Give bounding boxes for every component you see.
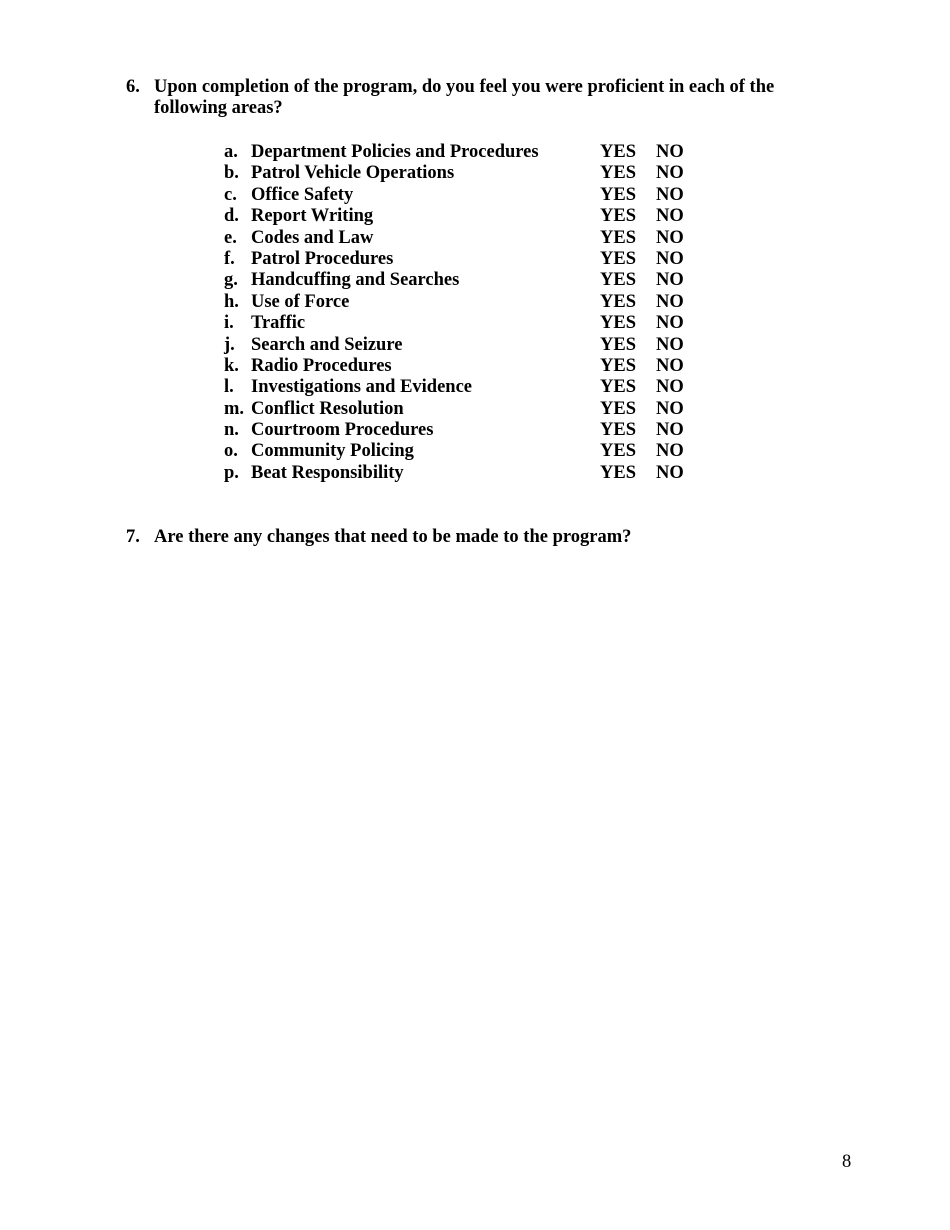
item-label: Radio Procedures bbox=[251, 355, 392, 376]
no-option[interactable]: NO bbox=[656, 227, 684, 248]
question-6-text: Upon completion of the program, do you feel you were proficient in each of the following areas? bbox=[154, 77, 775, 118]
yes-option[interactable]: YES bbox=[600, 420, 636, 441]
yes-option[interactable]: YES bbox=[600, 270, 636, 291]
list-item bbox=[224, 249, 704, 270]
item-label: Use of Force bbox=[251, 291, 350, 312]
no-option[interactable]: NO bbox=[656, 291, 684, 312]
no-option[interactable]: NO bbox=[656, 334, 684, 355]
no-option[interactable]: NO bbox=[656, 184, 684, 205]
yes-option[interactable]: YES bbox=[600, 313, 636, 334]
list-item bbox=[224, 441, 704, 462]
list-item bbox=[224, 228, 704, 249]
proficiency-list bbox=[224, 142, 704, 484]
item-label: Handcuffing and Searches bbox=[251, 270, 460, 291]
no-option[interactable]: NO bbox=[656, 377, 684, 398]
list-item bbox=[224, 399, 704, 420]
item-letter: b. bbox=[224, 163, 239, 184]
list-item bbox=[224, 335, 704, 356]
no-option[interactable]: NO bbox=[656, 142, 684, 162]
question-6-number: 6. bbox=[126, 77, 140, 97]
yes-option[interactable]: YES bbox=[600, 355, 636, 376]
no-option[interactable]: NO bbox=[656, 206, 684, 227]
yes-option[interactable]: YES bbox=[600, 291, 636, 312]
item-letter: i. bbox=[224, 313, 234, 334]
yes-option[interactable]: YES bbox=[600, 248, 636, 269]
list-item bbox=[224, 377, 704, 398]
list-item bbox=[224, 313, 704, 334]
no-option[interactable]: NO bbox=[656, 398, 684, 419]
list-item bbox=[224, 185, 704, 206]
item-label: Search and Seizure bbox=[251, 334, 403, 355]
item-letter: j. bbox=[224, 334, 235, 355]
page-number: 8 bbox=[842, 1152, 852, 1172]
no-option[interactable]: NO bbox=[656, 441, 684, 462]
no-option[interactable]: NO bbox=[656, 462, 684, 483]
item-label: Office Safety bbox=[251, 184, 354, 205]
question-7 bbox=[126, 527, 806, 548]
item-letter: h. bbox=[224, 291, 239, 312]
yes-option[interactable]: YES bbox=[600, 163, 636, 184]
item-letter: m. bbox=[224, 398, 245, 419]
yes-option[interactable]: YES bbox=[600, 441, 636, 462]
item-label: Investigations and Evidence bbox=[251, 377, 473, 398]
list-item bbox=[224, 270, 704, 291]
item-letter: e. bbox=[224, 227, 237, 248]
yes-option[interactable]: YES bbox=[600, 227, 636, 248]
item-label: Department Policies and Procedures bbox=[251, 142, 539, 162]
list-item bbox=[224, 206, 704, 227]
no-option[interactable]: NO bbox=[656, 355, 684, 376]
question-7-number: 7. bbox=[126, 527, 140, 547]
list-item bbox=[224, 292, 704, 313]
list-item bbox=[224, 163, 704, 184]
yes-option[interactable]: YES bbox=[600, 377, 636, 398]
item-label: Conflict Resolution bbox=[251, 398, 404, 419]
list-item bbox=[224, 142, 704, 163]
no-option[interactable]: NO bbox=[656, 248, 684, 269]
yes-option[interactable]: YES bbox=[600, 184, 636, 205]
item-letter: p. bbox=[224, 462, 239, 483]
item-letter: d. bbox=[224, 206, 239, 227]
yes-option[interactable]: YES bbox=[600, 206, 636, 227]
item-label: Codes and Law bbox=[251, 227, 374, 248]
no-option[interactable]: NO bbox=[656, 420, 684, 441]
no-option[interactable]: NO bbox=[656, 313, 684, 334]
yes-option[interactable]: YES bbox=[600, 142, 636, 162]
item-letter: n. bbox=[224, 420, 239, 441]
question-6 bbox=[126, 77, 806, 119]
yes-option[interactable]: YES bbox=[600, 398, 636, 419]
item-letter: k. bbox=[224, 355, 239, 376]
list-item bbox=[224, 463, 704, 484]
no-option[interactable]: NO bbox=[656, 163, 684, 184]
item-letter: f. bbox=[224, 248, 235, 269]
item-label: Patrol Vehicle Operations bbox=[251, 163, 455, 184]
yes-option[interactable]: YES bbox=[600, 462, 636, 483]
list-item bbox=[224, 356, 704, 377]
item-label: Patrol Procedures bbox=[251, 248, 394, 269]
item-label: Community Policing bbox=[251, 441, 414, 462]
no-option[interactable]: NO bbox=[656, 270, 684, 291]
item-label: Traffic bbox=[251, 313, 306, 334]
list-item bbox=[224, 420, 704, 441]
item-label: Report Writing bbox=[251, 206, 374, 227]
item-letter: c. bbox=[224, 184, 237, 205]
item-label: Courtroom Procedures bbox=[251, 420, 434, 441]
item-letter: g. bbox=[224, 270, 238, 291]
item-letter: l. bbox=[224, 377, 234, 398]
item-label: Beat Responsibility bbox=[251, 462, 404, 483]
yes-option[interactable]: YES bbox=[600, 334, 636, 355]
item-letter: a. bbox=[224, 142, 238, 162]
item-letter: o. bbox=[224, 441, 238, 462]
question-7-text: Are there any changes that need to be made to the program? bbox=[154, 527, 632, 547]
